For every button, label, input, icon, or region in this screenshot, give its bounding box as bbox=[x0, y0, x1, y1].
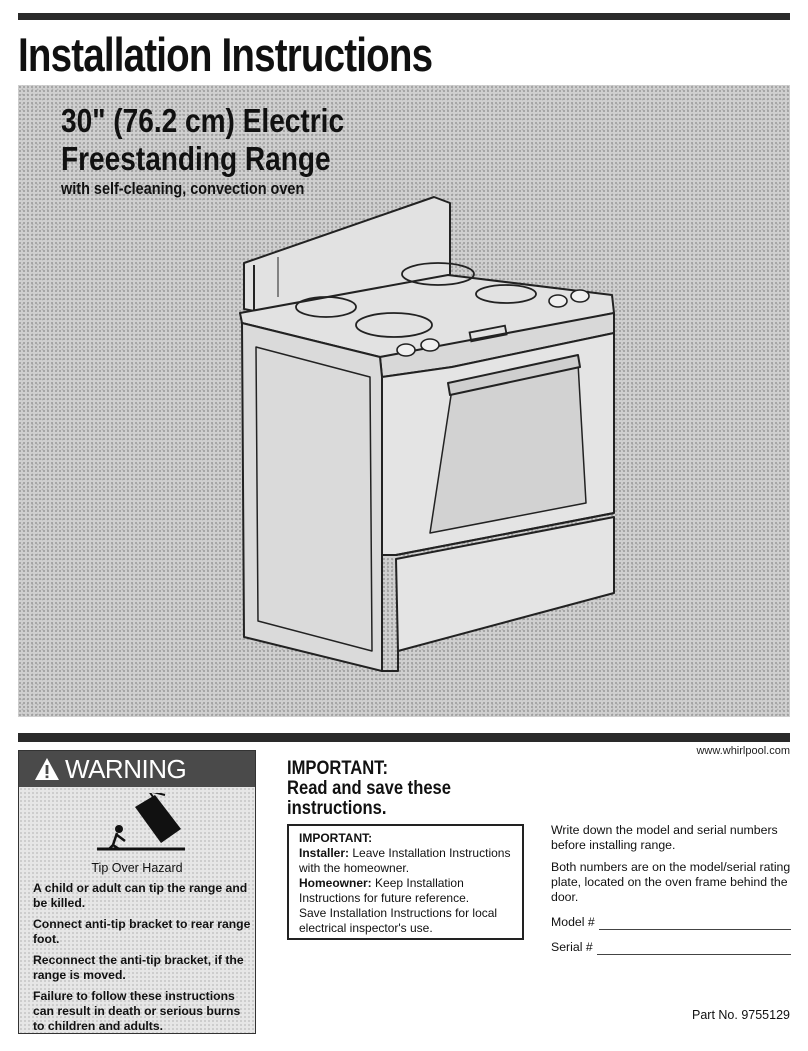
warning-header bbox=[19, 751, 255, 787]
installer-note bbox=[299, 846, 512, 876]
important-box bbox=[287, 824, 524, 940]
warning-item: Connect anti-tip bracket to rear range foot. bbox=[33, 917, 251, 946]
warning-item: Failure to follow these instructions can result in death or serious burns to children and adults. bbox=[33, 989, 241, 1033]
website-link[interactable]: www.whirlpool.com bbox=[696, 745, 790, 757]
warning-item: Reconnect the anti-tip bracket, if the range is moved. bbox=[33, 953, 244, 982]
control-knob bbox=[571, 290, 589, 302]
hero-panel bbox=[18, 85, 790, 717]
important-heading bbox=[287, 758, 451, 818]
homeowner-label: Homeowner: bbox=[299, 876, 372, 890]
control-knob bbox=[421, 339, 439, 351]
part-number: Part No. 9755129 bbox=[692, 1008, 790, 1022]
tip-over-hazard-icon bbox=[89, 793, 189, 855]
model-number-line[interactable] bbox=[599, 918, 791, 930]
section-rule bbox=[18, 733, 790, 742]
warning-item: A child or adult can tip the range and be killed. bbox=[33, 881, 248, 910]
model-number-field[interactable] bbox=[551, 915, 791, 930]
hazard-title: Tip Over Hazard bbox=[91, 861, 183, 875]
control-knob bbox=[397, 344, 415, 356]
warning-label: WARNING bbox=[65, 753, 187, 784]
serial-label: Serial # bbox=[551, 940, 593, 954]
control-knob bbox=[549, 295, 567, 307]
rating-plate-text: Both numbers are on the model/serial rating plate, located on the oven frame behind the door. bbox=[551, 860, 791, 904]
page-title: Installation Instructions bbox=[18, 28, 433, 81]
range-illustration bbox=[18, 85, 790, 717]
model-serial-section bbox=[551, 823, 791, 955]
write-down-text: Write down the model and serial numbers before installing range. bbox=[551, 823, 778, 852]
top-rule bbox=[18, 13, 790, 20]
homeowner-text: Keep Installation Instructions for future reference. bbox=[299, 876, 470, 905]
product-subtitle: with self-cleaning, convection oven bbox=[61, 179, 305, 198]
model-label: Model # bbox=[551, 915, 595, 929]
save-note: Save Installation Instructions for local electrical inspector's use. bbox=[299, 906, 498, 935]
serial-number-field[interactable] bbox=[551, 940, 791, 955]
warning-triangle-icon bbox=[33, 756, 61, 782]
product-title-line2: Freestanding Range bbox=[61, 140, 331, 177]
warning-box bbox=[18, 750, 256, 1034]
warning-list bbox=[33, 881, 251, 1040]
important-box-title: IMPORTANT: bbox=[299, 831, 373, 845]
important-label: IMPORTANT: bbox=[287, 757, 388, 779]
important-subheading-line1: Read and save these bbox=[287, 777, 451, 799]
important-subheading-line2: instructions. bbox=[287, 797, 387, 819]
product-title-line1: 30" (76.2 cm) Electric bbox=[61, 102, 345, 139]
installer-label: Installer: bbox=[299, 846, 350, 860]
installer-text: Leave Installation Instructions with the homeowner. bbox=[299, 846, 511, 875]
homeowner-note bbox=[299, 876, 512, 906]
serial-number-line[interactable] bbox=[597, 943, 791, 955]
